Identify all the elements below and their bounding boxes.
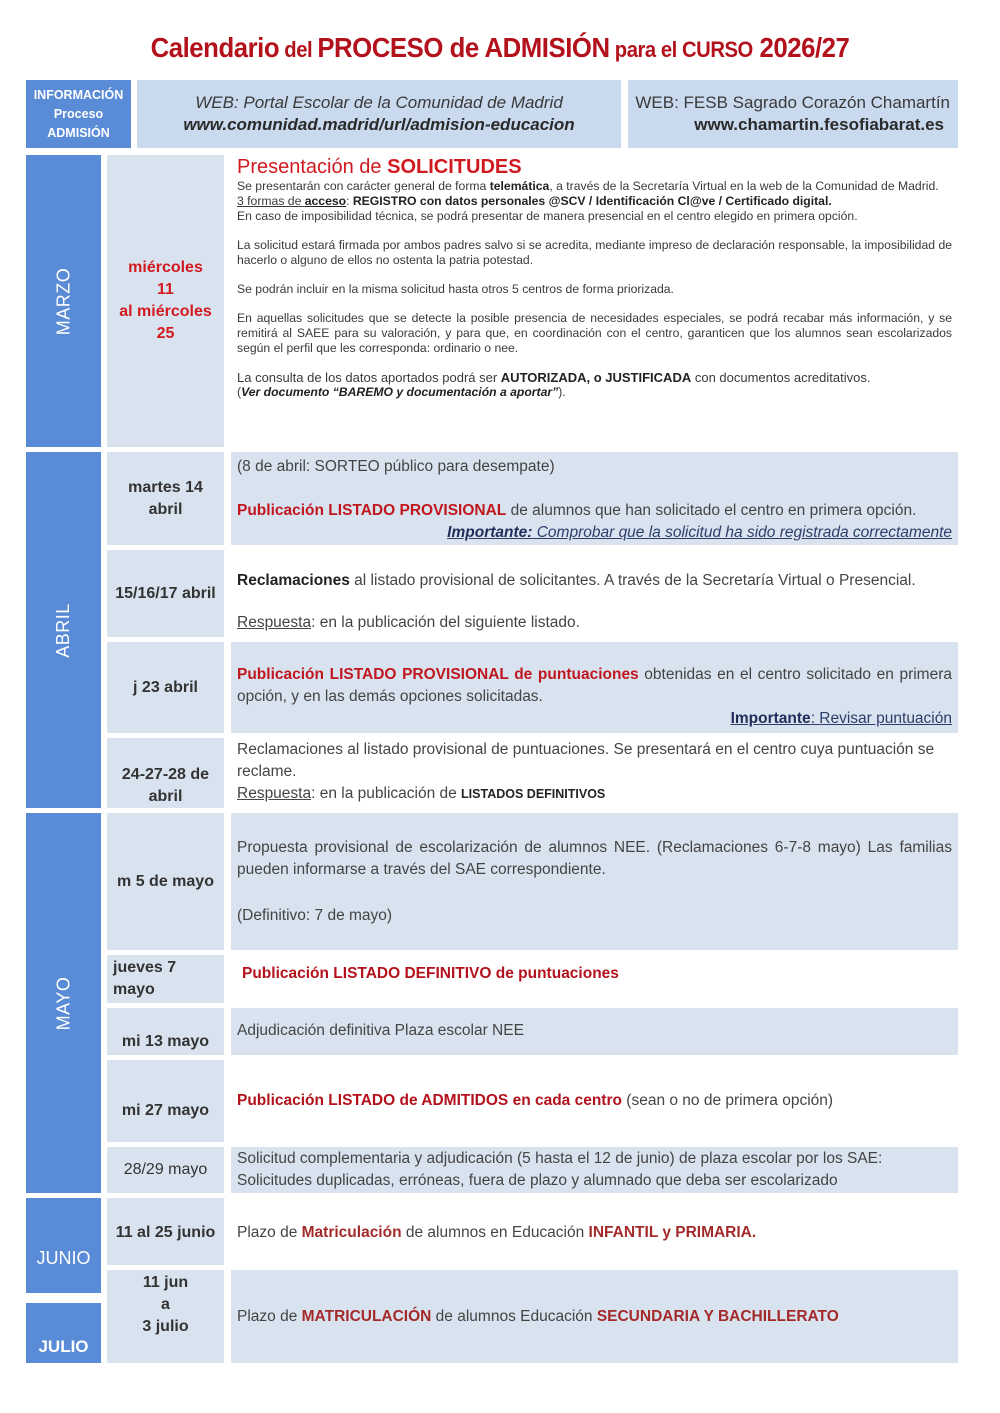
web-school-box	[628, 80, 958, 148]
date-line: a	[161, 1296, 170, 1313]
date-line: abril	[148, 500, 183, 518]
web-portal-link[interactable]: www.comunidad.madrid/url/admision-educacion	[183, 115, 575, 134]
text: de alumnos en Educación	[401, 1224, 589, 1241]
text: Se presentarán con carácter general de forma	[237, 179, 490, 193]
paragraph: Adjudicación definitiva Plaza escolar NEE	[237, 1022, 524, 1039]
paragraph: Se podrán incluir en la misma solicitud hasta otros 5 centros de forma priorizada.	[237, 282, 674, 296]
title-text: 2026/27	[752, 32, 850, 63]
text: MATRICULACIÓN	[301, 1308, 432, 1325]
date-line: 15/16/17 abril	[115, 584, 216, 602]
text: (8 de abril: SORTEO público para desempate)	[237, 458, 555, 475]
section-heading	[237, 155, 952, 179]
text: LISTADOS DEFINITIVOS	[461, 787, 606, 801]
date-cell	[107, 955, 224, 1003]
text: Importante:	[447, 524, 533, 541]
date-cell	[107, 738, 224, 808]
text: al listado provisional de solicitantes. A través de la Secretaría Virtual o Presencial.	[349, 572, 916, 589]
month-label: JUNIO	[36, 1248, 91, 1268]
paragraph: En caso de imposibilidad técnica, se podrá presentar de manera presencial en el centro elegido en primera opción.	[237, 209, 858, 223]
text: Matriculación	[301, 1224, 402, 1241]
content-cell	[231, 1008, 958, 1055]
text: con documentos acreditativos.	[691, 370, 871, 385]
text: obtenidas en el centro solicitado en primera opción, y en las demás opciones solicitadas.	[237, 666, 952, 705]
date-line: 25	[156, 325, 175, 342]
text: Publicación LISTADO PROVISIONAL	[237, 502, 507, 519]
content-cell	[231, 738, 958, 808]
date-line: miércoles	[128, 259, 203, 276]
spacer	[237, 224, 952, 238]
title-text: para el	[609, 37, 683, 62]
text: Plazo de	[237, 1224, 302, 1241]
month-mayo	[26, 813, 101, 1193]
spacer	[237, 592, 952, 612]
month-label: MARZO	[53, 267, 73, 335]
web-school-label: WEB: FESB Sagrado Corazón Chamartín	[635, 93, 950, 112]
important-note	[237, 522, 952, 544]
spacer	[237, 356, 952, 370]
content-cell	[231, 1147, 958, 1193]
content-cell	[231, 1060, 958, 1142]
date-line: 11 al 25 junio	[115, 1224, 216, 1241]
heading-text: de	[353, 156, 388, 178]
month-label: ABRIL	[53, 602, 73, 658]
date-cell	[107, 642, 224, 733]
paragraph: Propuesta provisional de escolarización de alumnos NEE. (Reclamaciones 6-7-8 mayo) Las familias pueden informarse a través del SAE correspondiente.	[237, 839, 952, 878]
paragraph	[237, 1306, 952, 1328]
content-cell	[231, 1198, 958, 1265]
date-cell	[107, 1270, 224, 1363]
paragraph: Reclamaciones al listado provisional de puntuaciones. Se presentará en el centro cuya puntuación se reclame.	[237, 741, 935, 780]
date-line: al miércoles	[119, 303, 212, 320]
date-cell	[107, 550, 224, 637]
paragraph: Solicitudes duplicadas, erróneas, fuera de plazo y alumnado que deba ser escolarizado	[237, 1172, 838, 1189]
info-label-line: Proceso	[53, 106, 104, 121]
date-line: j 23 abril	[133, 678, 198, 696]
title-text: Calendario	[150, 32, 280, 63]
date-line: mayo	[113, 981, 155, 998]
title-text: CURSO	[682, 37, 753, 62]
paragraph	[237, 1222, 952, 1244]
spacer	[237, 268, 952, 282]
paragraph	[237, 500, 952, 522]
date-cell	[107, 813, 224, 950]
text: 3 formas de	[237, 194, 305, 208]
paragraph	[237, 179, 952, 194]
paragraph: En aquellas solicitudes que se detecte la posible presencia de necesidades especiales, se podrá recabar más información, y se remitirá al SAEE para su valoración, y para que, en coordinación con el centro, garanticen que los alumnos sean escolarizados según el perfil que les corresponda: ordinario o nee.	[237, 311, 952, 355]
month-abril	[26, 452, 101, 808]
date-cell	[107, 1198, 224, 1265]
content-cell	[231, 550, 958, 637]
heading-text: Presentación	[237, 156, 354, 178]
text: Respuesta	[237, 785, 312, 802]
title-text: PROCESO	[317, 32, 443, 63]
paragraph	[237, 783, 952, 805]
paragraph	[237, 664, 952, 708]
date-line: m 5 de mayo	[117, 872, 214, 890]
date-cell	[107, 452, 224, 545]
text: Importante	[730, 710, 811, 727]
content-cell	[231, 813, 958, 950]
date-cell	[107, 1147, 224, 1193]
title-text: ADMISIÓN	[484, 32, 610, 63]
date-line: 11	[157, 281, 174, 298]
date-cell	[107, 1008, 224, 1055]
text: Publicación LISTADO DEFINITIVO de puntuaciones	[242, 965, 619, 982]
paragraph: (Definitivo: 7 de mayo)	[237, 907, 393, 924]
content-cell	[231, 955, 958, 1003]
date-line: mi 13 mayo	[121, 1033, 210, 1050]
text: : en la publicación de	[311, 785, 462, 802]
text: INFANTIL y PRIMARIA.	[588, 1224, 757, 1241]
paragraph	[237, 1090, 952, 1112]
text: Reclamaciones	[237, 572, 350, 589]
month-label: MAYO	[52, 976, 73, 1030]
title-text: de	[442, 32, 485, 63]
web-school-link[interactable]: www.chamartin.fesofiabarat.es	[694, 115, 944, 134]
spacer	[237, 881, 952, 905]
content-cell	[231, 1270, 958, 1363]
important-note	[237, 708, 952, 730]
content-cell-solicitudes	[231, 155, 958, 447]
date-line: 28/29 mayo	[123, 1161, 208, 1178]
info-label-line: ADMISIÓN	[47, 125, 110, 140]
paragraph	[237, 385, 952, 400]
date-line: 11 jun	[142, 1274, 189, 1291]
text: de alumnos que han solicitado el centro en primera opción.	[506, 502, 917, 519]
date-line: 3 julio	[142, 1318, 189, 1335]
date-line: abril	[148, 788, 183, 805]
text: REGISTRO con datos personales @SCV / Identificación Cl@ve / Certificado digital.	[352, 194, 832, 208]
paragraph: La solicitud estará firmada por ambos padres salvo si se acredita, mediante impreso de declaración responsable, la imposibilidad de hacerlo o alguno de ellos no ostenta la patria potestad.	[237, 238, 952, 267]
info-label-line: INFORMACIÓN	[33, 87, 124, 102]
text: AUTORIZADA, o JUSTIFICADA	[500, 370, 692, 385]
spacer	[237, 297, 952, 311]
text: SECUNDARIA Y BACHILLERATO	[596, 1308, 839, 1325]
text: (	[237, 385, 242, 399]
text: : Revisar puntuación	[810, 710, 952, 727]
paragraph	[237, 570, 952, 592]
content-cell	[231, 452, 958, 545]
web-portal-label: WEB: Portal Escolar de la Comunidad de Madrid	[195, 93, 563, 112]
month-label: JULIO	[38, 1337, 89, 1356]
info-label-box	[26, 80, 131, 148]
date-line: 24-27-28 de	[121, 766, 210, 783]
text: Comprobar que la solicitud ha sido registrada correctamente	[532, 524, 952, 541]
document-reference-link[interactable]: Ver documento “BAREMO y documentación a aportar”	[241, 385, 559, 399]
text: ).	[558, 385, 566, 399]
date-line: jueves 7	[113, 959, 177, 976]
text: Publicación LISTADO PROVISIONAL de puntuaciones	[237, 666, 639, 683]
text: , a través de la Secretaría Virtual en la web de la Comunidad de Madrid.	[549, 179, 939, 193]
text: : en la publicación del siguiente listado.	[311, 614, 580, 631]
text: de alumnos Educación	[431, 1308, 597, 1325]
paragraph	[237, 370, 952, 385]
date-cell	[107, 155, 224, 447]
text: Plazo de	[237, 1308, 302, 1325]
paragraph	[237, 194, 952, 209]
month-marzo	[26, 155, 101, 447]
date-line: mi 27 mayo	[121, 1102, 210, 1119]
month-junio	[26, 1198, 101, 1293]
text: Respuesta	[237, 614, 312, 631]
text: :	[346, 194, 353, 208]
text: (sean o no de primera opción)	[621, 1092, 834, 1109]
title-text: del	[279, 37, 318, 62]
spacer	[237, 478, 952, 500]
paragraph: Solicitud complementaria y adjudicación (5 hasta el 12 de junio) de plaza escolar por los SAE:	[237, 1150, 883, 1167]
text: acceso	[304, 194, 347, 208]
heading-text: SOLICITUDES	[387, 156, 522, 178]
date-cell	[107, 1060, 224, 1142]
text: telemática	[489, 179, 550, 193]
text: Publicación LISTADO de ADMITIDOS en cada centro	[237, 1092, 622, 1109]
page-title	[40, 32, 960, 64]
date-line: martes 14	[128, 478, 203, 496]
content-cell	[231, 642, 958, 733]
text: La consulta de los datos aportados podrá ser	[237, 370, 501, 385]
month-julio	[26, 1303, 101, 1363]
web-portal-box	[137, 80, 621, 148]
paragraph	[237, 612, 952, 634]
